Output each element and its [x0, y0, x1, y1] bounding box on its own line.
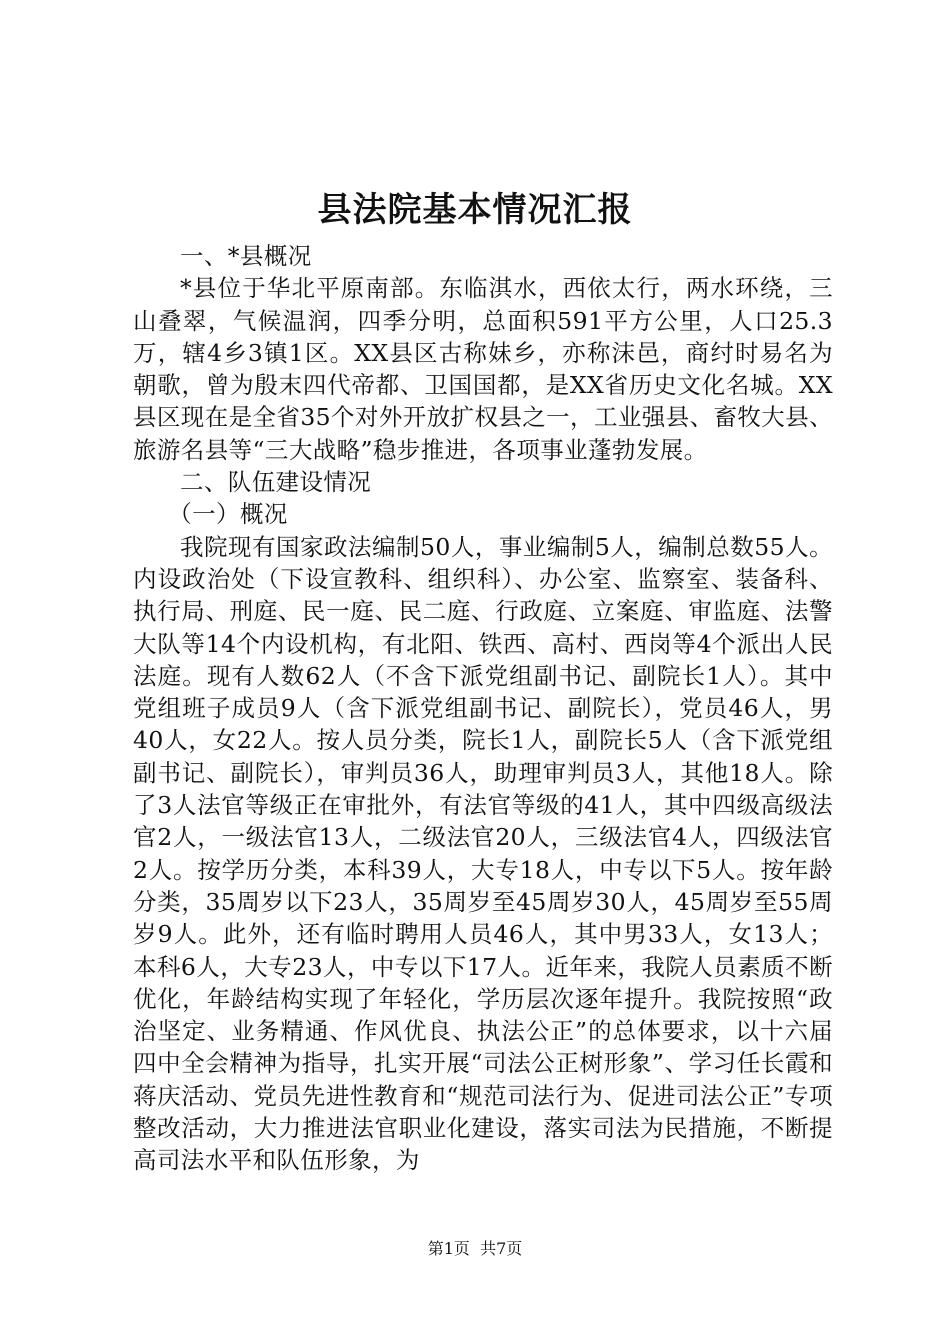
section-heading: 二、队伍建设情况 [180, 468, 372, 497]
subsection-heading: （一）概况 [168, 500, 288, 529]
document-title: 县法院基本情况汇报 [317, 190, 633, 230]
page-footer: 第1页 共7页 [427, 1239, 523, 1258]
document-body [133, 240, 833, 1177]
body-paragraph: 我院现有国家政法编制50人，事业编制5人，编制总数55人。内设政治处（下设宣教科、组织科）、办公室、监察室、装备科、执行局、刑庭、民一庭、民二庭、行政庭、立案庭、审监庭、法警大队等14个内设机构，有北阳、铁西、高村、西岗等4个派出人民法庭。现有人数62人（不含下派党组副书记、副院长1人）。其中党组班子成员9人（含下派党组副书记、副院长），党员46人，男40人，女22人。按人员分类，院长1人，副院长5人（含下派党组副书记、副院长），审判员36人，助理审判员3人，其他18人。除了3人法官等级正在审批外，有法官等级的41人，其中四级高级法官2人，一级法官13人，二级法官20人，三级法官4人，四级法官2人。按学历分类，本科39人，大专18人，中专以下5人。按年龄分类，35周岁以下23人，35周岁至45周岁30人，45周岁至55周岁9人。此外，还有临时聘用人员46人，其中男33人，女13人；本科6人，大专23人，中专以下17人。近年来，我院人员素质不断优化，年龄结构实现了年轻化，学历层次逐年提升。我院按照“政治坚定、业务精通、作风优良、执法公正”的总体要求，以十六届四中全会精神为指导，扎实开展“司法公正树形象”、学习任长霞和蒋庆活动、党员先进性教育和“规范司法行为、促进司法公正”专项整改活动，大力推进法官职业化建设，落实司法为民措施，不断提高司法水平和队伍形象，为 [133, 532, 833, 1175]
section-heading: 一、*县概况 [180, 242, 312, 270]
body-paragraph: *县位于华北平原南部。东临淇水，西依太行，两水环绕，三山叠翠，气候温润，四季分明，总面积591平方公里，人口25.3万，辖4乡3镇1区。XX县区古称妹乡，亦称沫邑，商纣时易名为朝歌，曾为殷末四代帝都、卫国国都，是XX省历史文化名城。XX县区现在是全省35个对外开放扩权县之一，工业强县、畜牧大县、旅游名县等“三大战略”稳步推进，各项事业蓬勃发展。 [133, 274, 833, 464]
